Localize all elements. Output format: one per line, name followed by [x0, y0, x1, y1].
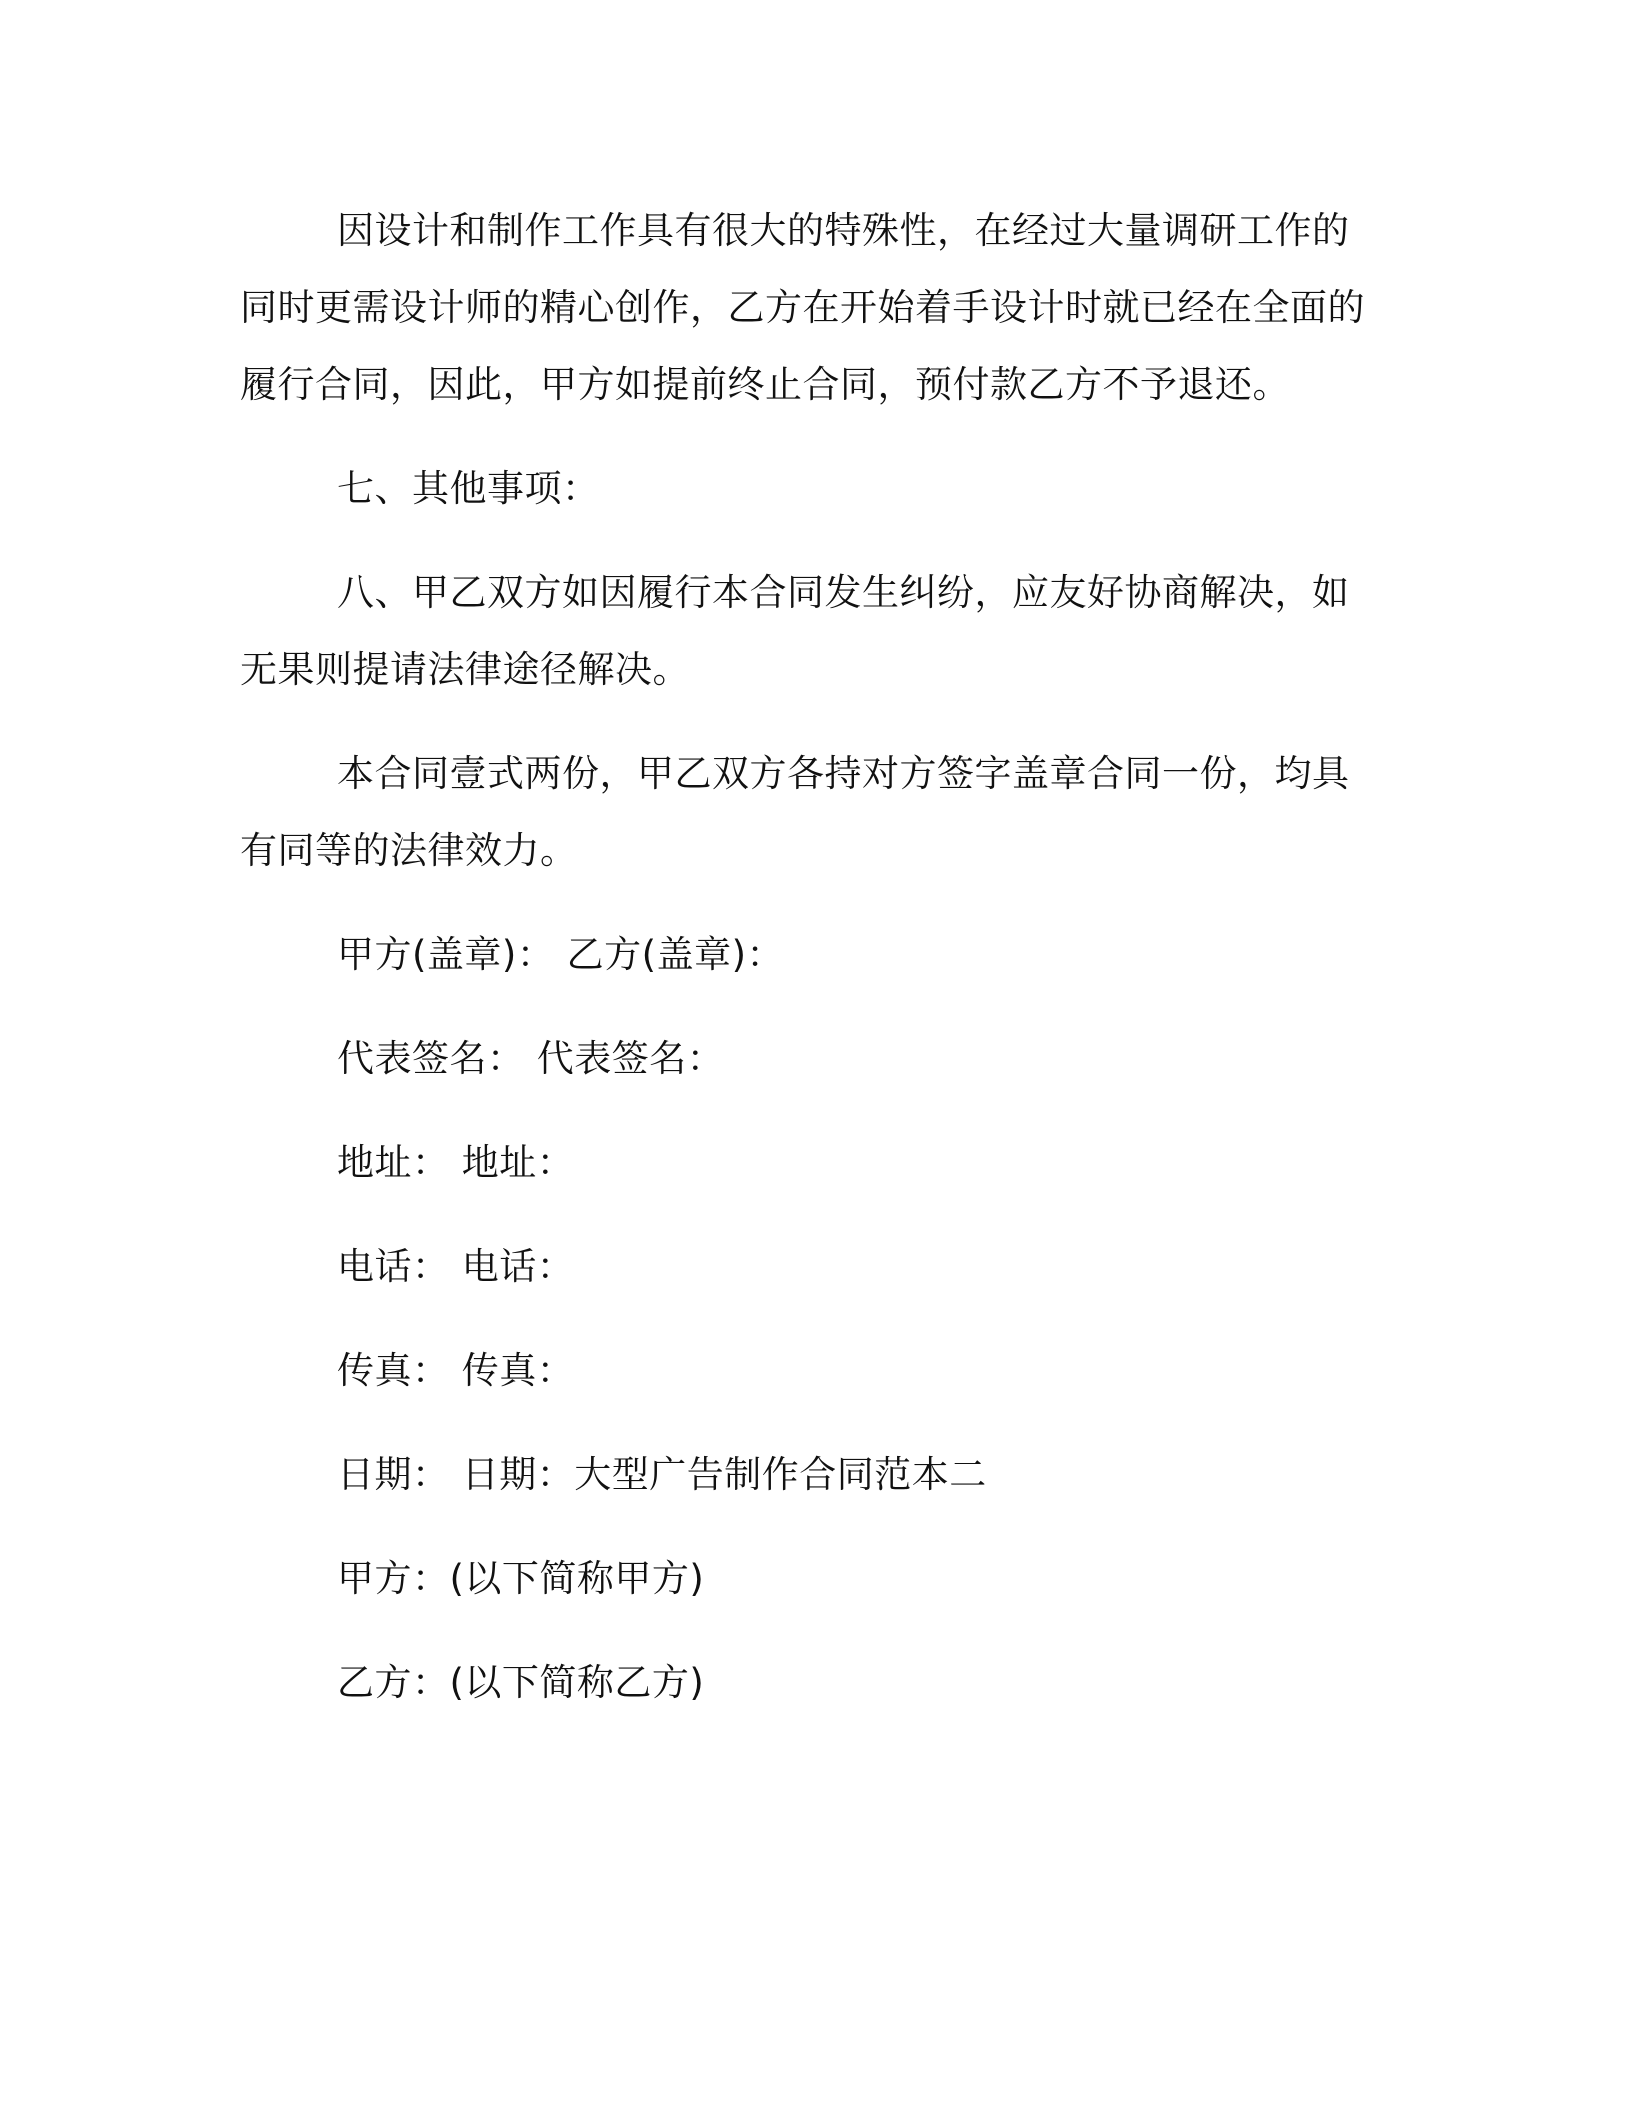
signature-line-representative: 代表签名： 代表签名：: [337, 1037, 725, 1080]
signature-line-date: 日期： 日期：大型广告制作合同范本二: [337, 1453, 987, 1496]
signature-line-seal: 甲方(盖章)： 乙方(盖章)：: [337, 933, 785, 976]
document-body: [240, 192, 1382, 1748]
paragraph-dispute-resolution: 八、甲乙双方如因履行本合同发生纠纷，应友好协商解决，如无果则提请法律途径解决。: [240, 571, 1350, 691]
signature-line-phone: 电话： 电话：: [337, 1245, 575, 1288]
paragraph-termination-clause: 因设计和制作工作具有很大的特殊性，在经过大量调研工作的同时更需设计师的精心创作，乙方在开始着手设计时就已经在全面的履行合同，因此，甲方如提前终止合同，预付款乙方不予退还。: [240, 209, 1365, 406]
signature-line-address: 地址： 地址：: [337, 1141, 575, 1184]
section-heading-other-matters: 七、其他事项：: [337, 467, 600, 510]
signature-line-fax: 传真： 传真：: [337, 1349, 575, 1392]
party-b-line: 乙方：(以下简称乙方): [337, 1661, 705, 1704]
party-a-line: 甲方：(以下简称甲方): [337, 1557, 705, 1600]
paragraph-copies-clause: 本合同壹式两份，甲乙双方各持对方签字盖章合同一份，均具有同等的法律效力。: [240, 752, 1350, 872]
